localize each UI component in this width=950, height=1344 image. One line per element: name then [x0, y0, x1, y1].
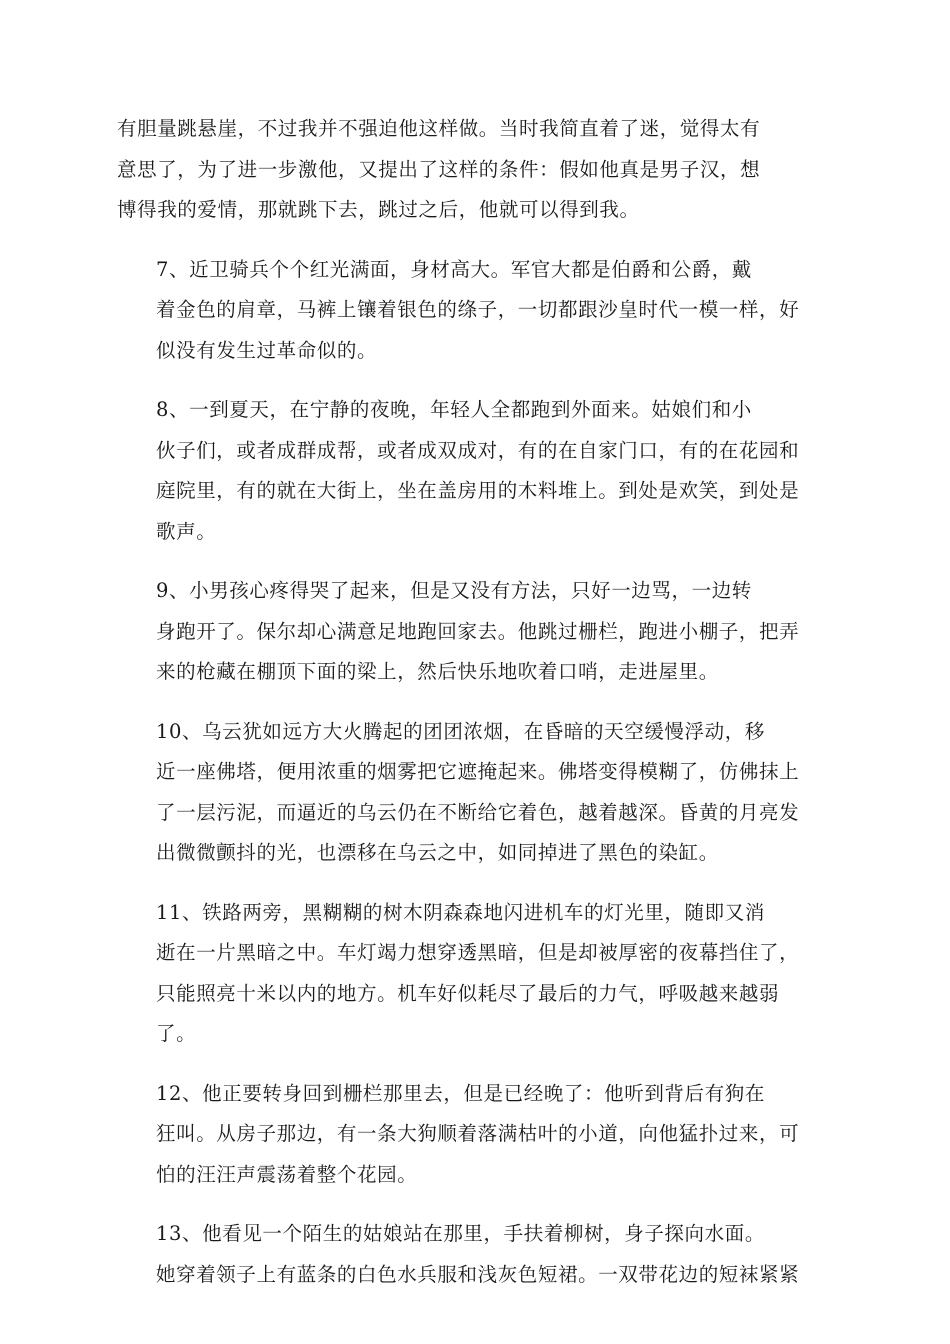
text-line: 她穿着领子上有蓝条的白色水兵服和浅灰色短裙。一双带花边的短袜紧紧: [156, 1262, 800, 1286]
text-line: 11、铁路两旁，黑糊糊的树木阴森森地闪进机车的灯光里，随即又消: [156, 900, 765, 924]
paragraph-continuation: [117, 109, 837, 231]
text-line: 出微微颤抖的光，也漂移在乌云之中，如同掉进了黑色的染缸。: [156, 841, 719, 864]
text-line: 逝在一片黑暗之中。车灯竭力想穿透黑暗，但是却被厚密的夜幕挡住了，: [156, 941, 800, 964]
text-line: 9、小男孩心疼得哭了起来，但是又没有方法，只好一边骂，一边转: [156, 579, 752, 602]
text-line: 身跑开了。保尔却心满意足地跑回家去。他跳过栅栏，跑进小棚子，把弄: [156, 619, 800, 643]
text-line: 13、他看见一个陌生的姑娘站在那里，手扶着柳树，身子探向水面。: [156, 1222, 765, 1245]
paragraph-10: [117, 712, 837, 874]
text-line: 只能照亮十米以内的地方。机车好似耗尽了最后的力气，呼吸越来越弱: [156, 981, 780, 1005]
paragraph-12: [117, 1074, 837, 1196]
document-body: [117, 109, 837, 1314]
text-line: 8、一到夏天，在宁静的夜晚，年轻人全都跑到外面来。姑娘们和小: [156, 398, 752, 421]
text-line: 了一层污泥，而逼近的乌云仍在不断给它着色，越着越深。昏黄的月亮发: [156, 800, 800, 824]
text-line: 12、他正要转身回到栅栏那里去，但是已经晚了：他听到背后有狗在: [156, 1081, 765, 1105]
text-line: 博得我的爱情，那就跳下去，跳过之后，他就可以得到我。: [117, 198, 640, 221]
text-line: 似没有发生过革命似的。: [156, 338, 378, 362]
text-line: 意思了，为了进一步激他，又提出了这样的条件：假如他真是男子汉，想: [117, 157, 761, 181]
paragraph-8: [117, 390, 837, 552]
text-line: 庭院里，有的就在大街上，坐在盖房用的木料堆上。到处是欢笑，到处是: [156, 479, 800, 502]
text-line: 怕的汪汪声震荡着整个花园。: [156, 1162, 418, 1186]
text-line: 了。: [156, 1022, 197, 1045]
text-line: 歌声。: [156, 519, 217, 543]
text-line: 有胆量跳悬崖，不过我并不强迫他这样做。当时我简直着了迷，觉得太有: [117, 117, 761, 140]
text-line: 伙子们，或者成群成帮，或者成双成对，有的在自家门口，有的在花园和: [156, 438, 800, 462]
text-line: 狂叫。从房子那边，有一条大狗顺着落满枯叶的小道，向他猛扑过来，可: [156, 1122, 800, 1145]
text-line: 10、乌云犹如远方大火腾起的团团浓烟，在昏暗的天空缓慢浮动，移: [156, 719, 765, 743]
paragraph-11: [117, 893, 837, 1055]
text-line: 来的枪藏在棚顶下面的梁上，然后快乐地吹着口哨，走进屋里。: [156, 660, 719, 683]
text-line: 7、近卫骑兵个个红光满面，身材高大。军官大都是伯爵和公爵，戴: [156, 257, 752, 281]
paragraph-9: [117, 571, 837, 693]
text-line: 近一座佛塔，便用浓重的烟雾把它遮掩起来。佛塔变得模糊了，仿佛抹上: [156, 760, 800, 783]
paragraph-7: [117, 250, 837, 372]
text-line: 着金色的肩章，马裤上镶着银色的绦子，一切都跟沙皇时代一模一样，好: [156, 298, 800, 321]
paragraph-13: [117, 1214, 837, 1295]
